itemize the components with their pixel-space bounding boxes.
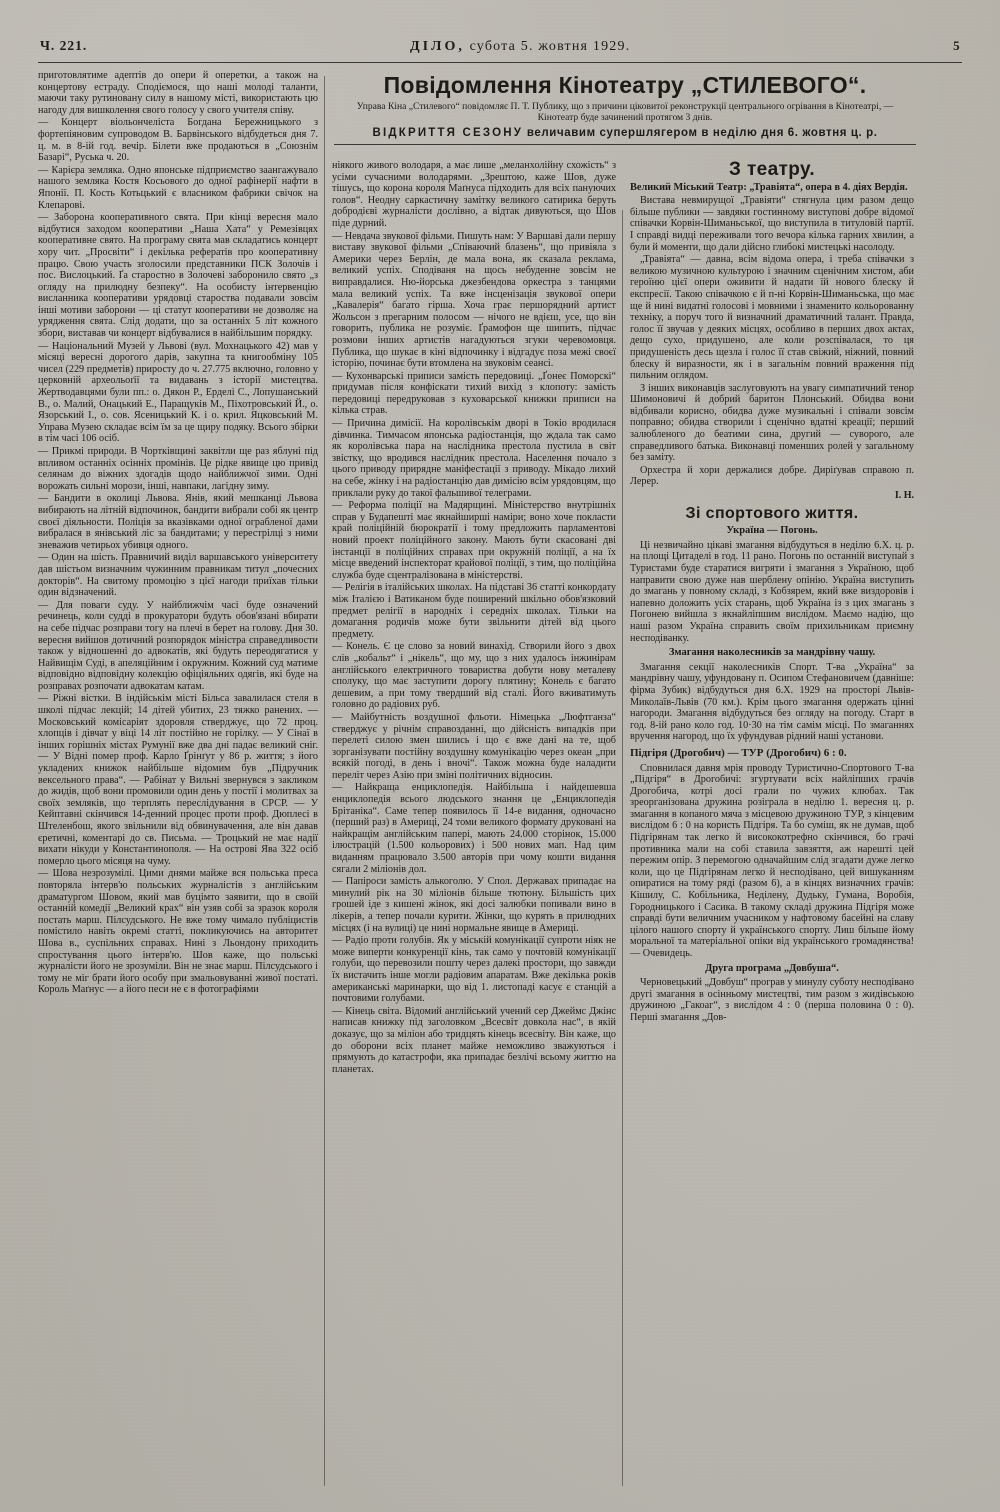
masthead-date: субота 5. жовтня 1929. (469, 39, 631, 54)
article-paragraph: — Заборона кооперативного свята. При кінці вересня мало відбутися заходом кооперативи „Наша Хата“ у Ремезівцях кооперативне свято. На програму свята мав складатись концерт хору чит. „Просвіти“ і декілька рефератів про кооперативну працю. Свою участь зголосили представники ПСК Золочів і пос. Вислоцький. Ґа старостно в Золочеві заборонило свято „з огляду на прилюдну безпеку“. На особисту інтервенцію висланника кооперативи урядовці староства подавали зовсім інші мотиви заборони — ці статут кооперативи не дозволяє на урядження свята. Слід додати, що за останніх 5 літ кожного збори, виставав чи концерт відбувалися в найбільшим порядку. (38, 212, 318, 340)
article-paragraph: — Кухонварські приписи замість передовиці. „Ґонеє Поморскі“ придумав після конфіскати тихий вихід з клопоту: замість передовиці передруковав з куховарської книжки приписи на кілька страв. (332, 370, 616, 417)
article-paragraph: — Шова незрозумілі. Цими днями майже вся польська преса повторяла інтерв'ю польських журналістів з англійським драматургом Шовом, який мав буцімто заявити, що в своїй останній комедії „Великий крах“ він узяв собі за зразок короля постать марш. Пілсудського. Не вже тому чимало публіцистів помістило навіть окремі статті, покликуючись на авторитет Шова в., суспільних справах. Нині з Льондону приходить спростування цього інтерв'ю. Шов каже, що польські журналісти його не зрозуміли. Він не знає марш. Пілсудського і тому не міг брати його особу при змальовуванні живої постаті. Король Маґнус — а його песи не є в фотографіями (38, 868, 318, 996)
sport-paragraph: Черновецький „Довбуш“ програв у минулу суботу несподівано другі змагання в осінньому мистецтві, тим разом з жидівською дружиною „Гакоаг“, з вислідом 4 : 0 (перша половина 0 : 0). Перші змагання „Дов- (630, 977, 914, 1023)
article-paragraph: — Один на шість. Правничий виділ варшавського університету дав шістьом визначним чужинним правникам титул „почесних докторів“. На свитому промоцію з цієї нагоди приїхав тільки один відзначений. (38, 552, 318, 599)
header-rule (38, 62, 962, 63)
column-divider-2 (622, 210, 623, 1486)
issue-number: Ч. 221. (40, 38, 88, 53)
article-paragraph: — Бандити в околиці Львова. Янів, який мешканці Львова вибирають на літній відпочинок, бандити вибрали собі як центр своєї діяльности. Поліція за вказівками одної ограбленої дами вибралася в янівський ліс за бандитами; у перестрілці з ними зневажив четирьох убивця одного. (38, 493, 318, 551)
sport-subhead-cycling-cup: Змагання наколесників за мандрівну чашу. (668, 647, 876, 659)
column-3 (630, 158, 914, 1025)
theatre-section (630, 159, 914, 502)
article-paragraph: — Концерт віольончеліста Богдана Бережницького з фортепіяновим супроводом В. Барвінського відбудеться дня 7. ц. м. в 8-ій год. вечір. Білети вже продаються в „Союзнім Базарі“, Руська ч. 20. (38, 117, 318, 164)
theatre-orchestra-note: Орхестра й хори держалися добре. Диріґував справою п. Лерер. (630, 464, 914, 488)
article-paragraph: — Конель. Є це слово за новий винахід. Створили його з двох слів „кобальт“ і „нікель“, що му, що з них удалось інжинірам англійського електричного товариства добути нову металеву сполуку, що має заступити дорогу плятину; Конель є багато дешевим, а при тому твердший від сталі. Його вживатимуть головно до радіових руб. (332, 641, 616, 711)
sport-subhead-ukraina-pohon: Україна — Погонь. (726, 525, 818, 537)
column-2 (332, 160, 616, 1076)
sport-score-headline: Підгіря (Дрогобич) — ТУР (Дрогобич) 6 : 0. (630, 746, 847, 759)
sport-subhead-dovbush: Друга програма „Довбуша“. (705, 962, 839, 974)
columns-container (38, 70, 962, 1492)
cinema-season-rest: величавим супершлягером в неділю дня 6. жовтня ц. р. (526, 127, 878, 139)
theatre-paragraph: „Травіята“ — давна, всім відома опера, і треба співачки з великою музичною культурою і значним сценічним хистом, аби героїню цієї опери оживити й надати їй нового блеску й експресії. Такою співачкою є й п-ні Корвін-Шиманьська, що має ще й нині видатні голосові і мовними і знаменито кольорованну техніку, а поруч того й визначний драматичний талант. Правда, голос її звучав у деяких місцях, особливо в перших двох актах, дещо сухо, придушено, але коли розспівалася, то ця придушеність десь щезла і голос її став свіжий, ніжний, повний блеску й виразности, як і в загальнім повний враження під пильним оглядом. (630, 254, 914, 382)
article-paragraph: приготовлятиме адептів до опери й оперетки, а також на концертову естраду. Сподіємося, що наші молоді таланти, маючи таку рутиновану силу в нашому місті, використають цю нагоду для вишколення свого голосу у свого учителя співу. (38, 70, 318, 116)
article-paragraph: — Прикмі природи. В Чортківщині заквітли ще раз яблуні під впливом останніх осінніх промінів. Це рідке явище цю привід селянам до віжних здогадів щодо найближчої зими. Одні ворожать сильні морози, інші, навпаки, лагідну зиму. (38, 446, 318, 492)
sport-section (630, 504, 914, 1024)
cinema-subtitle: Управа Кіна „Стилевого“ повідомляє П. Т. Публику, що з причини ціковитої реконструкції центрального огрівання в Кінотеатрі, — Кінотеатр буде зачинений протягом 3 днів. (356, 101, 894, 123)
column-1 (38, 70, 318, 997)
cinema-rule (334, 144, 916, 145)
cinema-season-prefix: ВІДКРИТТЯ СЕЗОНУ (372, 127, 524, 139)
article-paragraph: — Причина димісії. На королівськім дворі в Токіо вродилася дівчинка. Тимчасом японська радіостанція, що ждала так само як королівська пара на наслідника престола пустила в світ звістку, що вродився наслідник престола. Населення почало з цього приводу прирядне маніфестації з приводу. Мікадо лихий на себе, жінку і на радіостанцію дав димісію всім урядовцям, що приклали руку до такої фальшивої телеграми. (332, 418, 616, 499)
article-paragraph: — Кінець світа. Відомий англійський учений сер Джеймс Джінс написав книжку під заголовком „Всесвіт довкола нас“, в якій доказує, що за міліон або тридцять кінець всесвіту. Він каже, що до оборони всіх планет майже неможливо зважуються і прямують до катастрофи, яка припадає безлічі всьому життю на планетах. (332, 1005, 616, 1075)
article-paragraph: — Папіроси замість алькоголю. У Спол. Державах припадає на минулий рік на 30 міліонів більше тютюну. Більшість цих грошей іде з кишені жінок, які досі залюбки попивали вино в лікерів, а тепер почали курити. Жінки, що курять в прилюдних місцях (і на вулиці) це нині нормальне явище в Америці. (332, 876, 616, 934)
article-paragraph: ніякого живого володаря, а має лише „меланхолійну схожість“ з усіми сучасними володарями. „Зрештою, каже Шов, дуже тішусь, що корона короля Маґнуса підходить для всіх пануючих голов“. Неодну саркастичну замітку великого сатирика беруть добродієві журналісти дослівно, а відтак дивуються, що Шов піде дурний. (332, 160, 616, 229)
masthead-center (410, 39, 630, 55)
article-paragraph: — Карієра земляка. Одно японське підприємство заангажувало нашого земляка Костя Косьового до одної рафінерії нафти в Японії. П. Кость Котьцький є власником фабрики свічок на Клепарові. (38, 164, 318, 211)
article-paragraph: — Найкраща енциклопедія. Найбільша і найдешевша енциклопедія всього людського знання це „Енциклопедія Брітаніка“. Саме тепер появилось її 14-е видання, одночасно (перший раз) в Америці, 24 томи великого формату друковані на найкращім англійським папері, мають 24.000 сторінок, 15.000 ілюстрацій (1.500 кольорових) і 500 нових мап. Над цим виданням працювало 3.500 авторів при чому кошти видання сягали 2 міліонів дол. (332, 782, 616, 875)
article-paragraph: — Майбутність воздушної фльоти. Німецька „Люфтганза“ стверджує у річнім справозданні, що дійсність випадків при перелеті силою змен шились і що є вже дані на те, щоб зорганізувати постійну воздушну комунікацію через океан „при всякій погоді, в день і вночі“. Також можна буде наладити переліт через Азію при зміні політичних відносин. (332, 711, 616, 781)
sport-paragraph: Сповнилася давня мрія проводу Туристично-Спортового Т-ва „Підгіря“ в Дрогобичі: згуртувати всіх найліпших грачів Дрогобича, котрі досі грали по чужих клюбах. Так зреорганізована дружина розіграла в неділю 1. вересня ц. р. змагання в копаного мяча з місцевою дружиною ТУР, з кінцевим вислідом 6 : 0 на користь Підгіря. Та бо суміш, як не думав, щоб Підгірянам так легко й висококотрефно скінчився, бо грачі противника мали на собі ставила завзяття, аж нарешті цей пережим опір. З перемогою одначайшим слід згадати дуже легко коли, що це Підгірянам легко й несподівано, цей вишуканням опиратися на тому ряді (разом 6), а в кінцях визначних грачів: Кішилу, С. Кобільника, Неділену, Дудьку, Гумана, Воробія, Городницького і Сасика. В такому складі дружина Підгіря може справді бути величним учасником у нафтовому басейні на славу цілого нашого спорту й українського спорту. Лиш більше йому моральної та матеріальної опіки від українського громадянства! — Очевидець. (630, 762, 914, 959)
theatre-signature: І. Н. (894, 490, 914, 502)
newspaper-title: ДІЛО, (409, 39, 465, 54)
sport-title: Зі спортового життя. (685, 504, 859, 522)
masthead (40, 38, 960, 64)
article-paragraph: — Релігія в італійських школах. На підставі 36 статті конкордату між Італією і Ватиканом буде поширений шкільно обов'язковий предмет релігії в народніх і середніх школах. Тільки на домагання родичів може бути звільнити дітей від цього предмету. (332, 582, 616, 640)
page-number: 5 (953, 38, 960, 53)
cinema-title: Повідомлення Кінотеатру „СТИЛЕВОГО“. (383, 72, 867, 98)
theatre-paragraph: З інших виконавців заслуговують на увагу симпатичний тенор Шимоновичі й добрий баритон Плонський. Обидва вони відбивали корисно, обидва дуже музикальні і співали зовсім поправно; обидва створили і сценічно вдатні креації; перший залюбленого до беатими сина, другий — суворого, але справедливого батька. Виконавці поменших ролей у загальному без заміту. (630, 382, 914, 464)
article-paragraph: — Для поваги суду. У найближчім часі буде означений речинець, коли судді в прокуратори будуть обов'язані вбирати на себе підчас розправи тогу на плечі в берет на голову. Дня 30. вересня вийшов дотичний розпорядок міністра справедливости також у відношенні до адвокатів, які будуть переодягатися у Найвищім Суді, в апеляційним і окружним. Кожний суд матиме відповідно відповідну колекцію офіціяльних одягів, які буде на розправах розпочати адвокатам катам. (38, 599, 318, 692)
article-paragraph: — Невдача звукової фільми. Пишуть нам: У Варшаві дали першу виставу звукової фільми „Співаючий блазень“, що привіяла з Америки через Берлін, де мала вона, як сказала реклама, великий успіх. Сподіваня на щось небуденне зовсім не виправдалися. Ню-йорська джезбендова оркестра з танцями мала великий успіх. Та вже інсценізація звукової опери „Кавалерія“ багато гірша. Хоча грає першорядний артист Жольсон з прегарним полосом — нічого не вдієш, усе, що він говорить, публика не розуміє. Ґрамофон ще шипить, підчас розмови інших артистів нагадуються згуки черевомовця. Публика, що шукає в кіні відпочинку і відгадує поза межі своєї історію, починає бути втомлена на звуковім сеансі. (332, 230, 616, 370)
cinema-announcement (334, 70, 916, 145)
article-paragraph: — Радіо проти голубів. Як у міській комунікації супроти ніяк не може виперти конкуренції кінь, так само у почтовій комунікації голуби, що перевозили пошту через далекі простори, що завжди їх вистачить інше могли радіовим апаратам. Вже декілька років американські маринарки, що від 1. листопаді касує є станцій а почтовими голубами. (332, 935, 616, 1005)
sport-paragraph: Змагання секції наколесників Спорт. Т-ва „Україна“ за мандрівну чашу, уфундовану п. Осипом Стефановичем (давніше: фірма Зубик) відбудуться дня 6.X. 1929 на просторі Львів-Миколаїв-Львів (70 км.). Крім цього змагання одержать цінні нагороди. Змагання відбудуться без огляду на погоду. Старт в год. 8-ій рано коло год. 10·30 на тім самім місці. По змаганнях вручення нагород, що їх уфундував рідний наші установи. (630, 661, 914, 743)
column-divider-1 (324, 76, 325, 1486)
cinema-season-line (334, 127, 916, 139)
article-paragraph: — Ріжні вістки. В індійськім місті Більса завалилася стеля в школі підчас лекцій; 14 дітей убитих, 23 тяжко ранених. — Московський комісаріят здоровля стверджує, що 72 проц. хлопців і дівчат у віці 14 літ постійно не горілку. — У Сінаї в інших горішніх містах Румунії вже два дні падає великий сніг. — У Відні помер проф. Карло Ґрінґут у 86 р. життя; з його укладених книжок найбільше відомим був „Підручник вексельного права“. — Рабінат у Вильні звернувся з закликом до жидів, щоб вони промовили один день у постії і молитвах за своїх земляків, що терплять переслідування в СРСР. — У Кейптавні скінчився 14-денний процес проти проф. Дюплесі в Штеленбош, якого звільнили від обвинувачення, але він давав єретичні, коментарі до св. Письма. — Троцький не має надії вихати нікуди у Константинополя. — На острові Ява 322 осіб померло цього місяця на чуму. (38, 693, 318, 867)
sport-paragraph: Ці незвичайно цікаві змагання відбудуться в неділю 6.X. ц. р. на площі Цитаделі в год. 11 рано. Погонь по останній виступай з Туристами буде старатися вигряти і змагання з Україною, щоб направити свою дуже нав шерблену опінію. Україна виступить до змагань у повному складі, з Кобзярем, який вже виздоровів і напевно доложить усіх старань, щоб Україна із з цих змагань з Погонею вийшла з якнайліпшим вислідом. Маємо надію, що наші разом Україна справить своїм прихильникам приємну несподіванку. (630, 539, 914, 644)
article-paragraph: — Реформа поліції на Мадярщині. Міністерство внутрішніх справ у Будапешті має якнайширші наміри; воно хоче покласти край поліційній бюрократії і тому предложить парламентові новий проект поліційного закону. Мають бути скасовані дві інстанції в поліційних справах при окружній поліції, а на їх місце введений інспекторат крайової поліції, з тим, що поліційна служба буде сцентралізована в міністерстві. (332, 500, 616, 581)
theatre-paragraph: Вистава невмирущої „Травіяти“ стягнула цим разом дещо більше публики — завдяки гостинному виступові добре відомої співачки Корвін-Шиманьської, що виступила в титуловій партії. І справді видці переживали того вечора кілька гарних хвилин, а були й моменти, що дали дійсно глибокі мистецькі насолоду. (630, 195, 914, 253)
theatre-lead: Великий Міський Театр: „Травіята“, опера в 4. діях Вердія. (630, 181, 908, 193)
article-paragraph: — Національний Музей у Львові (вул. Мохнацького 42) мав у місяці вересні дорогого дарів, закупна та книгообміну 105 чисел (229 предметів) приросту до ч. 27.775 включно, головно у церковній археольоґії та видавань з історії мистецтва. Жертводавцями були пп.: о. Дякон Р., Ерделі С., Лопушанський В., о. Малий, Онацький Е., Паращуків М., Піхотровський Й., о. Язорський І., о. сов. Ясеницький К. і о. крил. Яцковський М. Управа Музею складає всім їм за це щиру подяку. Всього збірки в тім часі 106 осіб. (38, 340, 318, 445)
theatre-title: З театру. (728, 159, 816, 180)
